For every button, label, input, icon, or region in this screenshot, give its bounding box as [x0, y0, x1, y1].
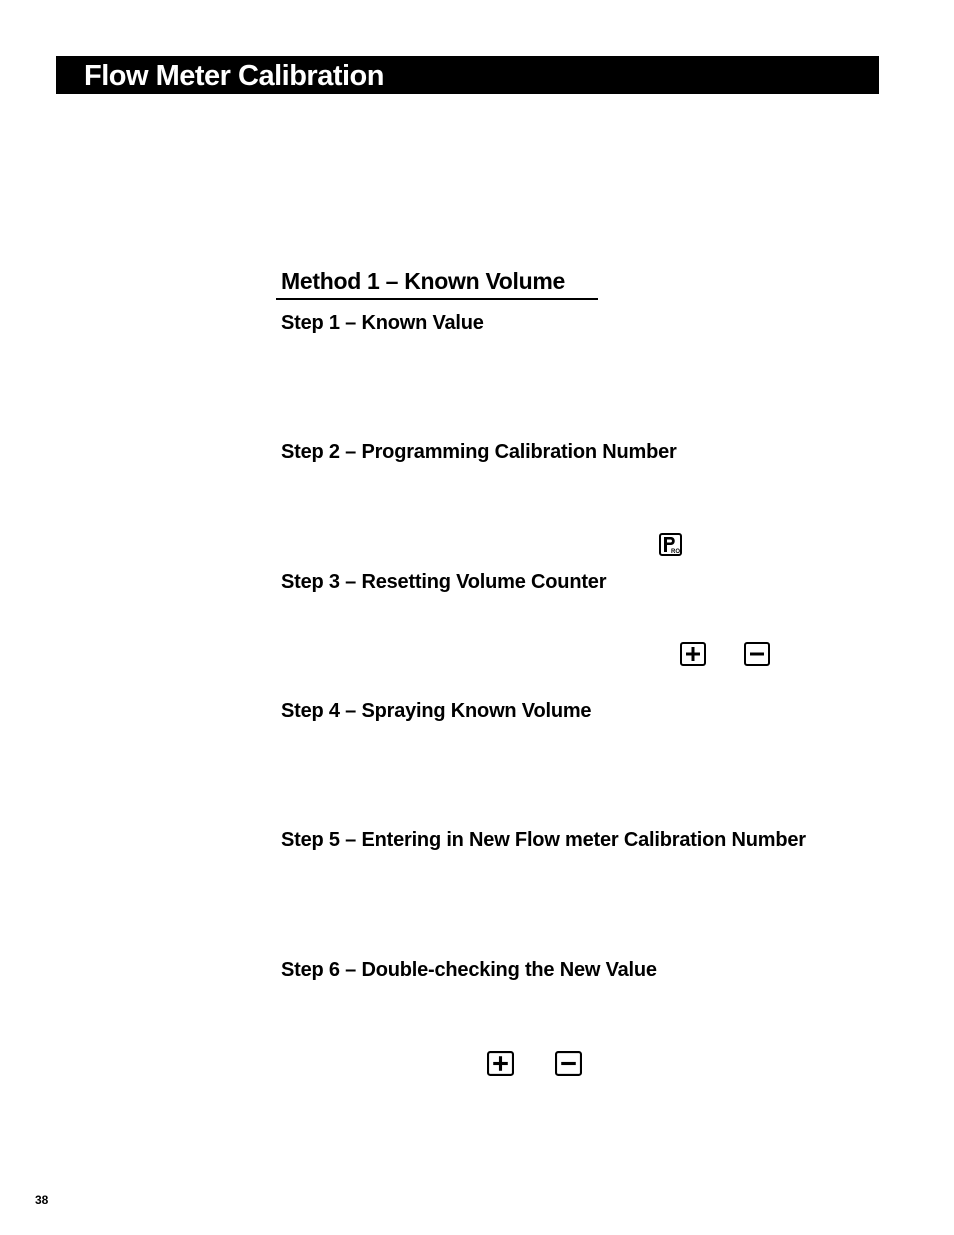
- plus-key-icon: [487, 1051, 514, 1076]
- pro-key-icon: [659, 533, 682, 556]
- method-heading: [276, 266, 598, 300]
- step-5-heading: Step 5 – Entering in New Flow meter Calibration Number: [281, 829, 806, 851]
- step-6-heading: Step 6 – Double-checking the New Value: [281, 959, 657, 981]
- step-3-heading: Step 3 – Resetting Volume Counter: [281, 571, 607, 593]
- plus-key-icon: [680, 642, 706, 666]
- step-2-heading: Step 2 – Programming Calibration Number: [281, 441, 677, 463]
- minus-key-icon: [555, 1051, 582, 1076]
- step-1-heading: Step 1 – Known Value: [281, 312, 484, 334]
- page-number: 38: [35, 1193, 49, 1207]
- minus-key-icon: [744, 642, 770, 666]
- svg-text:RO: RO: [671, 549, 680, 555]
- step-4-heading: Step 4 – Spraying Known Volume: [281, 700, 592, 722]
- title-bar: [56, 56, 879, 94]
- page-title: Flow Meter Calibration: [84, 60, 384, 92]
- method-heading-text: Method 1 – Known Volume: [281, 268, 566, 294]
